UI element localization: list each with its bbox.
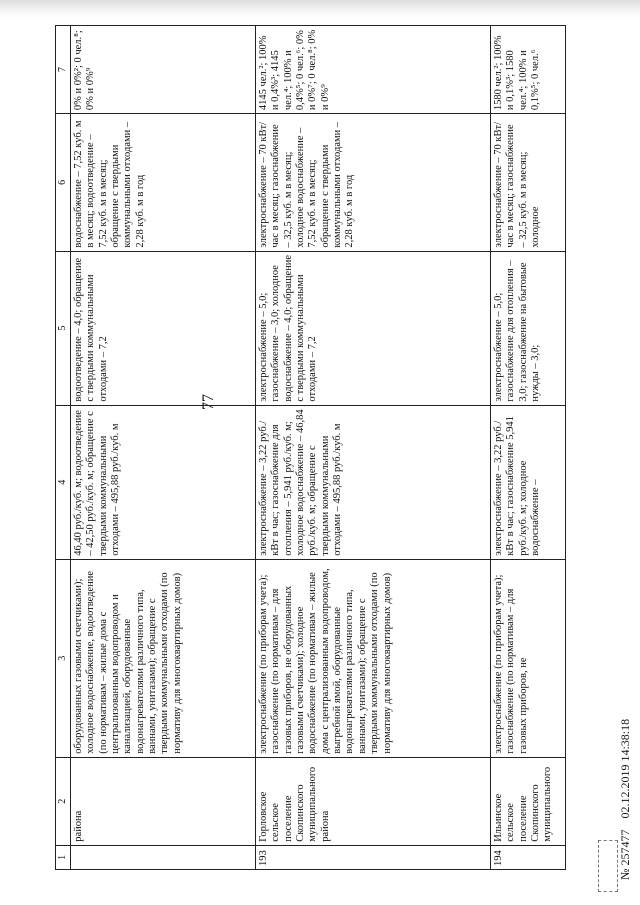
rotated-table-area (55, 25, 605, 870)
tariff-cell: электроснабжение – 3,22 руб./кВт в час; газоснабжение для отопления – 5,941 руб./куб. м; холодное водоснабжение – 46,84 руб./куб. м; обращение с твердыми коммунальными отходами – 495,88 руб./куб. м (255, 405, 490, 559)
header-cell: 6 (56, 114, 71, 252)
table-row (255, 26, 490, 870)
header-cell: 5 (56, 251, 71, 405)
document-number: № 257477 (618, 829, 632, 880)
population-cell: 4145 чел.²; 100% и 0,4%³; 4145 чел.⁴; 100% и 0,4%⁵; 0 чел.⁶; 0% и 0%⁷; 0 чел.⁸; 0% и 0%⁹ (255, 26, 490, 114)
row-number (70, 845, 255, 869)
services-cell: электроснабжение (по приборам учета); газоснабжение (по нормативам – для газовых приборов, не (490, 559, 565, 757)
header-cell: 2 (56, 757, 71, 845)
page-number: 77 (200, 394, 217, 410)
table-row (490, 26, 565, 870)
population-cell: 0% и 0%²; 0 чел.⁸; 0% и 0%⁹ (70, 26, 255, 114)
volume-cell: водоснабжение – 7,52 куб. м в месяц; водоотведение – 7,52 куб. м в месяц; обращение с твердыми коммунальными отходами – 2,28 куб. м в год (70, 114, 255, 252)
scan-top-edge (0, 0, 640, 18)
table-row (70, 26, 255, 870)
tariff-cell: электроснабжение – 3,22 руб./кВт в час; газоснабжение 5,941 руб./куб. м; холодное водоснабжение – (490, 405, 565, 559)
territory-cell: Ильинское сельское поселение Скопинского муниципального (490, 757, 565, 845)
header-cell: 7 (56, 26, 71, 114)
header-cell: 1 (56, 845, 71, 869)
territory-cell: Горловское сельское поселение Скопинского муниципального района (255, 757, 490, 845)
services-cell: электроснабжение (по приборам учета); газоснабжение (по нормативам – для газовых приборов, не оборудованных газовыми счетчиками); холодное водоснабжение (по нормативам – жилые дома с централизованным водопроводом, выгребной ямой, оборудованные водонагревателями различного типа, ваннами, унитазами); обращение с твердыми коммунальными отходами (по нормативу для многоквартирных домов) (255, 559, 490, 757)
document-footer (618, 719, 633, 880)
header-cell: 4 (56, 405, 71, 559)
growth-cell: водоотведение – 4,0; обращение с твердыми коммунальными отходами – 7,2 (70, 251, 255, 405)
document-datetime: 02.12.2019 14:38:18 (618, 718, 632, 819)
population-cell: 1580 чел.²; 100% и 0,1%³; 1580 чел.⁴; 100% и 0,1%⁵; 0 чел.⁶ (490, 26, 565, 114)
tariff-cell: 46,40 руб./куб. м; водоотведение – 42,50 руб./куб. м; обращение с твердыми коммунальными отходами – 495,88 руб./куб. м (70, 405, 255, 559)
header-row (56, 26, 71, 870)
volume-cell: электроснабжение – 70 кВт/час в месяц; газоснабжение – 32,5 куб. м в месяц; холодное водоснабжение – 7,52 куб. м в месяц; обращение с твердыми коммунальными отходами – 2,28 куб. м в год (255, 114, 490, 252)
tariff-table (55, 25, 566, 870)
services-cell: оборудованных газовыми счетчиками); холодное водоснабжение, водоотведение (по нормативам – жилые дома с централизованным водопроводом и канализацией, оборудованные водонагревателями различного типа, ваннами, унитазами); обращение с твердыми коммунальными отходами (по нормативу для многоквартирных домов) (70, 559, 255, 757)
growth-cell: электроснабжение – 5,0; газоснабжение – 3,0; холодное водоснабжение – 4,0; обращение с твердыми коммунальными отходами – 7,2 (255, 251, 490, 405)
volume-cell: электроснабжение – 70 кВт/час в месяц; газоснабжение – 32,5 куб. м в месяц; холодное (490, 114, 565, 252)
territory-cell: района (70, 757, 255, 845)
row-number: 193 (255, 845, 490, 869)
header-cell: 3 (56, 559, 71, 757)
growth-cell: электроснабжение – 5,0; газоснабжение для отопления – 3,0; газоснабжение на бытовые нужды – 3,0; (490, 251, 565, 405)
barcode-stamp (598, 840, 618, 892)
row-number: 194 (490, 845, 565, 869)
